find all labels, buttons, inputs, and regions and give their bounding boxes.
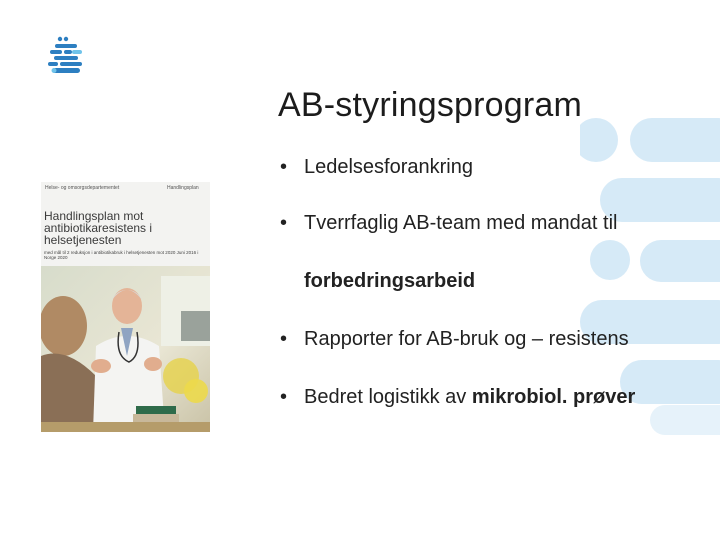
bullet-text: Ledelsesforankring: [304, 156, 473, 178]
bullet-text: Bedret logistikk av: [304, 386, 472, 408]
bullet-text: Tverrfaglig AB-team med mandat til: [304, 212, 618, 234]
doctor-photo: [41, 266, 210, 432]
report-cover-image: [41, 182, 210, 432]
bullet-text-bold: mikrobiol. prøver: [471, 386, 636, 408]
bullet-item: [278, 154, 708, 180]
slide-title: AB-styringsprogram: [278, 86, 583, 124]
bullet-text: Rapporter for AB-bruk og – resistens: [304, 328, 629, 350]
brand-logo-icon: [44, 36, 86, 78]
cover-subtitle: med mål til 2 reduksjon i antibiotikabruk i helsetjenesten mot 2020 Juni 2016 i Norge 2020: [44, 250, 199, 260]
bullet-item: [278, 384, 708, 410]
bullet-item: [278, 326, 708, 352]
cover-header-right: Handlingsplan: [167, 185, 199, 191]
bullet-list: [278, 150, 708, 410]
bullet-item: [278, 210, 708, 236]
bullet-continuation: forbedringsarbeid: [304, 270, 476, 292]
cover-title: Handlingsplan mot antibiotikaresistens i helsetjenesten: [44, 209, 153, 247]
cover-header-left: Helse- og omsorgsdepartementet: [45, 185, 120, 191]
